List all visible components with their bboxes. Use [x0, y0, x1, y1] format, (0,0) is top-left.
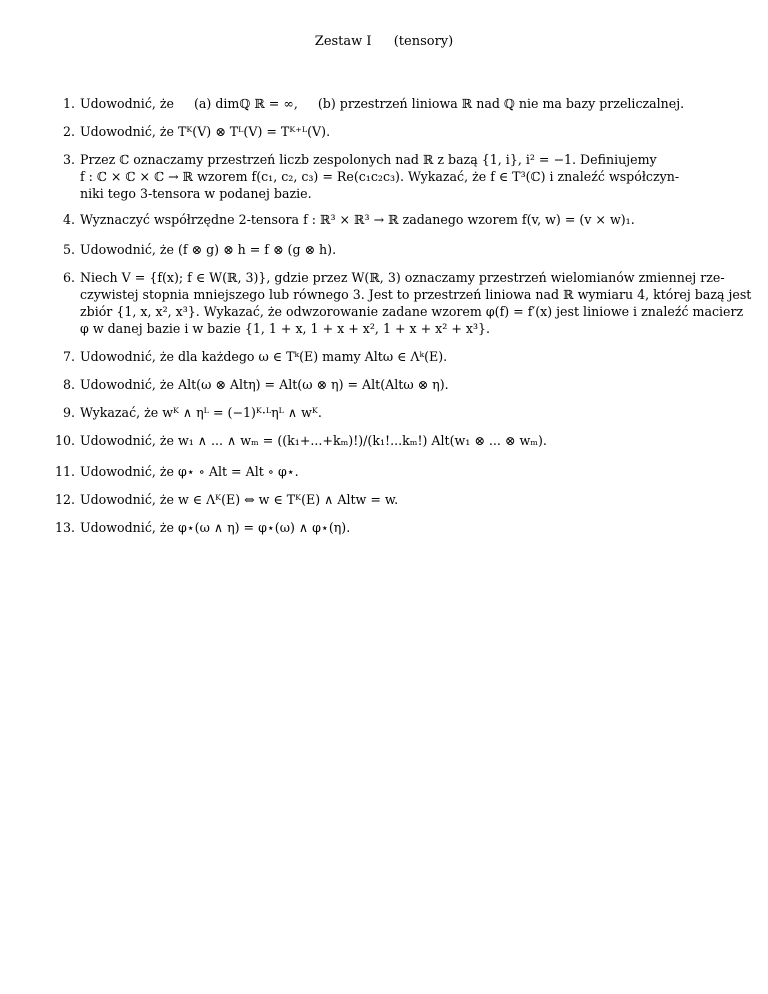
problem-text-line: Udowodnić, że Alt(ω ⊗ Altη) = Alt(ω ⊗ η) = Alt(Altω ⊗ η). [80, 377, 449, 392]
problem-text-line: Udowodnić, że w₁ ∧ ... ∧ wₘ = ((k₁+...+kₘ)!)/(k₁!...kₘ!) Alt(w₁ ⊗ ... ⊗ wₘ). [80, 433, 547, 448]
problem-number: 7. [62, 349, 75, 364]
problem-text-line: Wyznaczyć współrzędne 2-tensora f : ℝ³ × ℝ³ → ℝ zadanego wzorem f(v, w) = (v × w)₁. [80, 212, 635, 227]
problem-text-line: f : ℂ × ℂ × ℂ → ℝ wzorem f(c₁, c₂, c₃) = Re(c₁c₂c₃). Wykazać, że f ∈ T³(ℂ) i znaleźć współczyn- [80, 169, 680, 184]
problem-number: 10. [54, 433, 75, 448]
problem-text [80, 211, 730, 228]
problem-text-line: Niech V = {f(x); f ∈ W(ℝ, 3)}, gdzie przez W(ℝ, 3) oznaczamy przestrzeń wielomianów zmiennej rze- [80, 270, 725, 285]
problem-number: 3. [62, 152, 75, 167]
problem-number: 2. [62, 124, 75, 139]
problem-item [62, 269, 752, 337]
problem-number: 5. [62, 242, 75, 257]
problem-number: 13. [54, 520, 75, 535]
problem-text-line: Udowodnić, że φ⋆ ∘ Alt = Alt ∘ φ⋆. [80, 464, 299, 479]
problem-number: 9. [62, 405, 75, 420]
problem-item [62, 123, 730, 140]
problem-text [80, 376, 730, 393]
problem-number: 1. [62, 96, 75, 111]
problem-text [80, 95, 730, 112]
problem-number: 4. [62, 212, 75, 227]
problem-text [80, 491, 730, 508]
problem-text-line: Udowodnić, że w ∈ Λᴷ(E) ⇔ w ∈ Tᴷ(E) ∧ Altw = w. [80, 492, 399, 507]
problem-text [80, 463, 730, 480]
problem-text-line: Przez ℂ oznaczamy przestrzeń liczb zespolonych nad ℝ z bazą {1, i}, i² = −1. Definiujemy [80, 152, 657, 167]
problem-item [54, 432, 730, 449]
problem-text [80, 151, 730, 202]
page-title [0, 34, 768, 49]
problem-number: 8. [62, 377, 75, 392]
problem-item [62, 348, 730, 365]
problem-text-line: Udowodnić, że φ⋆(ω ∧ η) = φ⋆(ω) ∧ φ⋆(η). [80, 520, 351, 535]
problem-item [62, 241, 730, 258]
problem-item [62, 151, 730, 202]
problem-item [54, 519, 730, 536]
problem-text-line: niki tego 3-tensora w podanej bazie. [80, 186, 312, 201]
problem-text-line: Wykazać, że wᴷ ∧ ηᴸ = (−1)ᴷ·ᴸηᴸ ∧ wᴷ. [80, 405, 322, 420]
problem-text-line: Udowodnić, że (f ⊗ g) ⊗ h = f ⊗ (g ⊗ h). [80, 242, 337, 257]
problem-item [62, 211, 730, 228]
problem-item [62, 376, 730, 393]
problem-text-line: φ w danej bazie i w bazie {1, 1 + x, 1 + x + x², 1 + x + x² + x³}. [80, 321, 491, 336]
problem-text [80, 348, 730, 365]
problem-text-line: czywistej stopnia mniejszego lub równego 3. Jest to przestrzeń liniowa nad ℝ wymiaru 4, której bazą jest [80, 287, 752, 302]
problem-text [80, 269, 752, 337]
problem-text [80, 432, 730, 449]
problem-text [80, 123, 730, 140]
problem-number: 12. [54, 492, 75, 507]
title-main: Zestaw I [314, 34, 372, 49]
problem-item [54, 463, 730, 480]
problem-text-line: Udowodnić, że (a) dimℚ ℝ = ∞, (b) przestrzeń liniowa ℝ nad ℚ nie ma bazy przeliczalnej. [80, 96, 685, 111]
problem-text-line: Udowodnić, że Tᴷ(V) ⊗ Tᴸ(V) = Tᴷ⁺ᴸ(V). [80, 124, 331, 139]
problem-item [62, 95, 730, 112]
problem-number: 6. [62, 270, 75, 285]
problem-text [80, 404, 730, 421]
problem-text [80, 241, 730, 258]
problem-text [80, 519, 730, 536]
problem-text-line: Udowodnić, że dla każdego ω ∈ Tᵏ(E) mamy Altω ∈ Λᵏ(E). [80, 349, 448, 364]
problem-text-line: zbiór {1, x, x², x³}. Wykazać, że odwzorowanie zadane wzorem φ(f) = f′(x) jest liniowe i znaleźć macierz [80, 304, 744, 319]
problem-item [54, 491, 730, 508]
problem-number: 11. [54, 464, 75, 479]
title-sub: (tensory) [393, 34, 454, 49]
problem-item [62, 404, 730, 421]
